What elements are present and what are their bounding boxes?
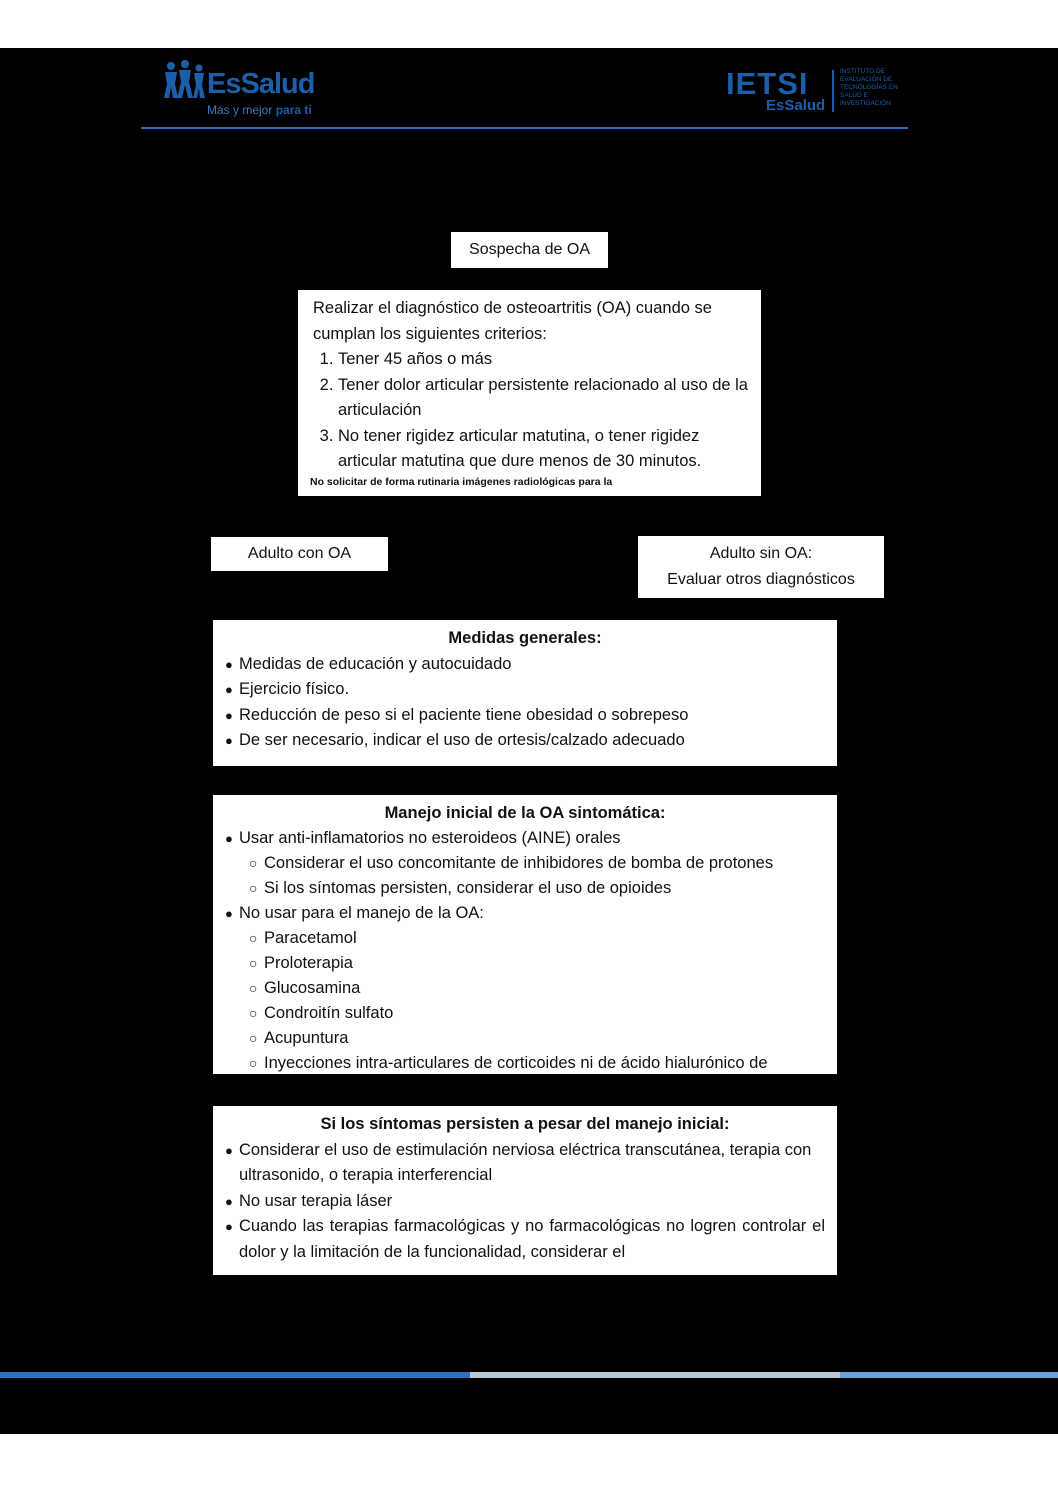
start-node-label: Sospecha de OA xyxy=(469,241,590,258)
ietsi-line: INVESTIGACIÓN xyxy=(840,100,891,107)
initial-management-node xyxy=(213,795,837,1074)
list-item-text: Medidas de educación y autocuidado xyxy=(239,654,512,673)
sub-list-item-text: Condroitín sulfato xyxy=(264,1004,394,1022)
ietsi-logo xyxy=(726,68,916,118)
initial-management-title: Manejo inicial de la OA sintomática: xyxy=(384,804,666,822)
list-item xyxy=(225,677,825,703)
sub-list-item-text: Proloterapia xyxy=(264,954,353,972)
criteria-list xyxy=(313,347,749,475)
persistent-symptoms-title: Si los síntomas persisten a pesar del manejo inicial: xyxy=(320,1115,730,1133)
list-item xyxy=(225,728,825,754)
general-measures-title: Medidas generales: xyxy=(448,629,602,647)
list-item-text: Usar anti-inflamatorios no esteroideos (AINE) orales xyxy=(239,829,621,847)
ietsi-line: TECNOLOGÍAS EN xyxy=(840,84,898,91)
start-node xyxy=(451,232,608,268)
bullet-icon: ● xyxy=(225,733,233,748)
criteria-item xyxy=(338,347,749,373)
list-item-text: Cuando las terapias farmacológicas y no farmacológicas no logren controlar el dolor y la limitación de la funcionalidad, considerar el xyxy=(239,1217,825,1261)
sub-list-item-text: Considerar el uso concomitante de inhibidores de bomba de protones xyxy=(264,854,774,872)
diagnosis-criteria-node xyxy=(298,290,761,496)
circle-bullet-icon: ○ xyxy=(249,955,258,971)
ietsi-line: SALUD E xyxy=(840,92,868,99)
criteria-item-text: Tener dolor articular persistente relacionado al uso de la articulación xyxy=(338,375,748,419)
essalud-logo xyxy=(163,58,343,118)
sub-list-item xyxy=(225,1051,825,1074)
adult-with-oa-node xyxy=(211,537,388,571)
sub-list-item-text: Paracetamol xyxy=(264,929,357,947)
general-measures-node xyxy=(213,620,837,766)
list-item-text: No usar para el manejo de la OA: xyxy=(239,904,484,922)
criteria-intro: Realizar el diagnóstico de osteoartritis (OA) cuando se cumplan los siguientes criterios: xyxy=(313,299,712,343)
sub-list-item xyxy=(225,1026,825,1051)
adult-without-oa-node xyxy=(638,536,884,598)
bullet-icon: ● xyxy=(225,682,233,697)
ietsi-subtitle: EsSalud xyxy=(766,97,826,114)
essalud-wordmark: EsSalud xyxy=(207,68,315,100)
ietsi-institute-text xyxy=(840,68,920,108)
list-item xyxy=(225,826,825,851)
circle-bullet-icon: ○ xyxy=(249,855,258,871)
adult-without-oa-label: Adulto sin OA: xyxy=(709,545,813,562)
people-icon xyxy=(163,60,207,100)
sub-list-item xyxy=(225,976,825,1001)
ietsi-line: INSTITUTO DE xyxy=(840,68,886,75)
sub-list-item xyxy=(225,951,825,976)
list-item-text: Reducción de peso si el paciente tiene obesidad o sobrepeso xyxy=(239,705,689,724)
list-item xyxy=(225,652,825,678)
bullet-icon: ● xyxy=(225,707,233,723)
ietsi-line: EVALUACIÓN DE xyxy=(840,76,893,83)
list-item xyxy=(225,1138,825,1189)
footer-bar-light xyxy=(840,1372,1058,1378)
sub-list-item-text: Acupuntura xyxy=(264,1029,349,1047)
list-item xyxy=(225,703,825,729)
list-item-text: De ser necesario, indicar el uso de ortesis/calzado adecuado xyxy=(239,731,685,749)
circle-bullet-icon: ○ xyxy=(249,1055,258,1071)
tagline-bold: para ti xyxy=(275,103,312,117)
footer-bar-accent xyxy=(470,1372,840,1378)
sub-list-item xyxy=(225,851,825,876)
bullet-icon: ● xyxy=(225,656,233,672)
adult-with-oa-label: Adulto con OA xyxy=(247,545,352,562)
sub-list-item-text: Si los síntomas persisten, considerar el uso de opioides xyxy=(264,879,672,897)
criteria-note: No solicitar de forma rutinaria imágenes radiológicas para la xyxy=(310,475,613,488)
sub-list-item-text: Inyecciones intra-articulares de corticoides ni de ácido hialurónico de xyxy=(264,1054,768,1072)
circle-bullet-icon: ○ xyxy=(249,980,258,996)
criteria-item-text: Tener 45 años o más xyxy=(338,350,493,368)
circle-bullet-icon: ○ xyxy=(249,880,258,896)
ietsi-wordmark: IETSI xyxy=(726,66,809,101)
tagline-text: Más y mejor xyxy=(207,103,276,117)
list-item-text: No usar terapia láser xyxy=(239,1191,393,1210)
circle-bullet-icon: ○ xyxy=(249,930,258,946)
bullet-icon: ● xyxy=(225,1142,233,1158)
bullet-icon: ● xyxy=(225,1193,233,1209)
adult-without-oa-action: Evaluar otros diagnósticos xyxy=(667,571,855,588)
list-item xyxy=(225,1214,825,1265)
list-item-text: Ejercicio físico. xyxy=(239,680,350,698)
list-item xyxy=(225,901,825,926)
sub-list-item xyxy=(225,926,825,951)
ietsi-divider xyxy=(832,70,834,112)
list-item-text: Considerar el uso de estimulación nerviosa eléctrica transcutánea, terapia con ultrasonido, o terapia interferencial xyxy=(239,1140,812,1184)
circle-bullet-icon: ○ xyxy=(249,1030,258,1046)
document-page xyxy=(0,48,1058,1434)
persistent-symptoms-node xyxy=(213,1106,837,1275)
sub-list-item xyxy=(225,1001,825,1026)
sub-list-item-text: Glucosamina xyxy=(264,979,361,997)
essalud-tagline xyxy=(207,104,312,116)
sub-list-item xyxy=(225,876,825,901)
bullet-icon: ● xyxy=(225,906,233,921)
bullet-icon: ● xyxy=(225,831,233,846)
bullet-icon: ● xyxy=(225,1219,233,1234)
criteria-item-text: No tener rigidez articular matutina, o tener rigidez articular matutina que dure menos de 30 minutos. xyxy=(338,426,702,470)
list-item xyxy=(225,1189,825,1215)
criteria-item xyxy=(338,373,749,424)
circle-bullet-icon: ○ xyxy=(249,1005,258,1021)
header-divider xyxy=(141,127,908,129)
criteria-item xyxy=(338,424,749,475)
